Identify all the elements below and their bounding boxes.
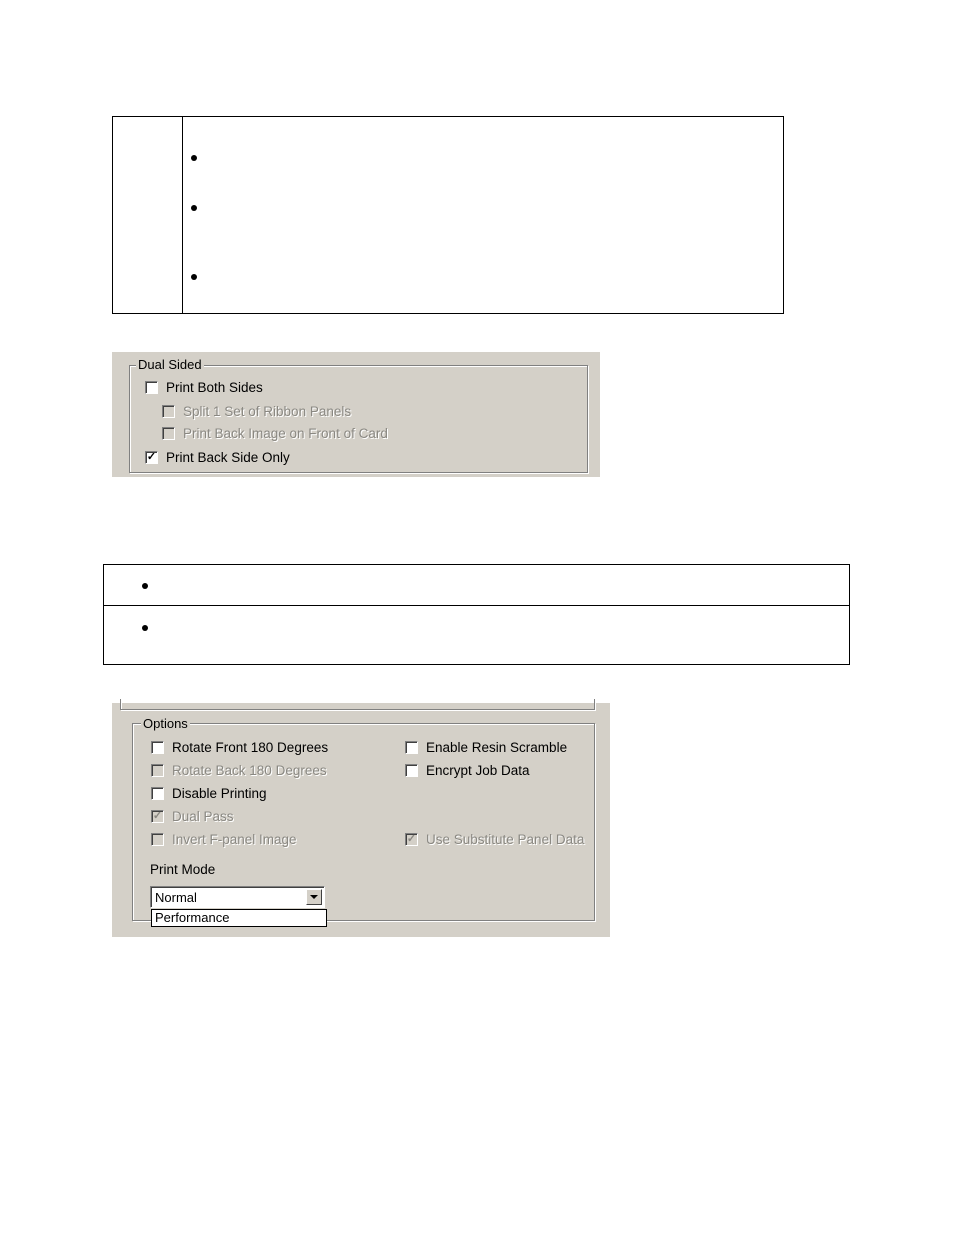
bullet-icon <box>191 205 197 211</box>
checkbox-box[interactable] <box>151 787 164 800</box>
checkbox-label: Print Both Sides <box>166 380 263 395</box>
checkbox-label: Dual Pass <box>172 809 234 824</box>
top-table <box>112 116 784 314</box>
use-substitute-panel-checkbox <box>405 832 584 847</box>
print-both-sides-checkbox[interactable] <box>145 380 263 395</box>
rotate-front-checkbox[interactable] <box>151 740 328 755</box>
checkbox-label: Print Back Image on Front of Card <box>183 426 388 441</box>
checkbox-box <box>151 764 164 777</box>
bullet-icon <box>191 274 197 280</box>
print-mode-value: Normal <box>155 890 197 905</box>
checkmark-icon: ✓ <box>406 833 417 845</box>
checkbox-label: Rotate Back 180 Degrees <box>172 763 327 778</box>
checkbox-label: Enable Resin Scramble <box>426 740 568 755</box>
checkmark-icon: ✓ <box>146 451 157 463</box>
print-mode-label: Print Mode <box>150 862 216 877</box>
bullet-icon <box>191 155 197 161</box>
bullet-icon <box>142 625 148 631</box>
checkbox-box <box>151 810 164 823</box>
print-mode-dropdown-list <box>151 909 327 927</box>
checkmark-icon: ✓ <box>152 810 163 822</box>
enable-resin-scramble-checkbox[interactable] <box>405 740 567 755</box>
checkbox-label: Invert F-panel Image <box>172 832 297 847</box>
disable-printing-checkbox[interactable] <box>151 786 267 801</box>
checkbox-box <box>151 833 164 846</box>
checkbox-box <box>162 427 175 440</box>
checkbox-box[interactable] <box>405 764 418 777</box>
rotate-back-checkbox <box>151 763 327 778</box>
checkbox-box[interactable] <box>145 381 158 394</box>
checkbox-label: Encrypt Job Data <box>426 763 530 778</box>
middle-table <box>103 564 850 665</box>
checkbox-label: Print Back Side Only <box>166 450 290 465</box>
checkbox-box[interactable] <box>405 741 418 754</box>
table-row-divider <box>104 605 849 606</box>
checkbox-box[interactable] <box>145 451 158 464</box>
encrypt-job-data-checkbox[interactable] <box>405 763 530 778</box>
checkbox-label: Use Substitute Panel Data <box>426 832 585 847</box>
dual-pass-checkbox <box>151 809 234 824</box>
split-ribbon-panels-checkbox <box>162 404 351 419</box>
checkbox-box[interactable] <box>151 741 164 754</box>
print-back-side-only-checkbox[interactable] <box>145 450 290 465</box>
options-legend: Options <box>143 716 188 731</box>
chevron-down-icon <box>310 895 318 899</box>
checkbox-label: Disable Printing <box>172 786 267 801</box>
checkbox-box <box>405 833 418 846</box>
checkbox-label: Rotate Front 180 Degrees <box>172 740 329 755</box>
invert-fpanel-checkbox <box>151 832 297 847</box>
options-panel <box>112 703 610 937</box>
upper-groupbox-edge <box>120 699 595 710</box>
print-mode-option[interactable]: Performance <box>155 910 230 925</box>
dropdown-button[interactable] <box>306 889 322 905</box>
dual-sided-legend: Dual Sided <box>138 357 202 372</box>
table-column-divider <box>182 117 183 313</box>
dual-sided-panel <box>112 352 600 477</box>
print-back-on-front-checkbox <box>162 426 388 441</box>
checkbox-box <box>162 405 175 418</box>
checkbox-label: Split 1 Set of Ribbon Panels <box>183 404 352 419</box>
bullet-icon <box>142 583 148 589</box>
print-mode-select[interactable] <box>150 886 325 908</box>
